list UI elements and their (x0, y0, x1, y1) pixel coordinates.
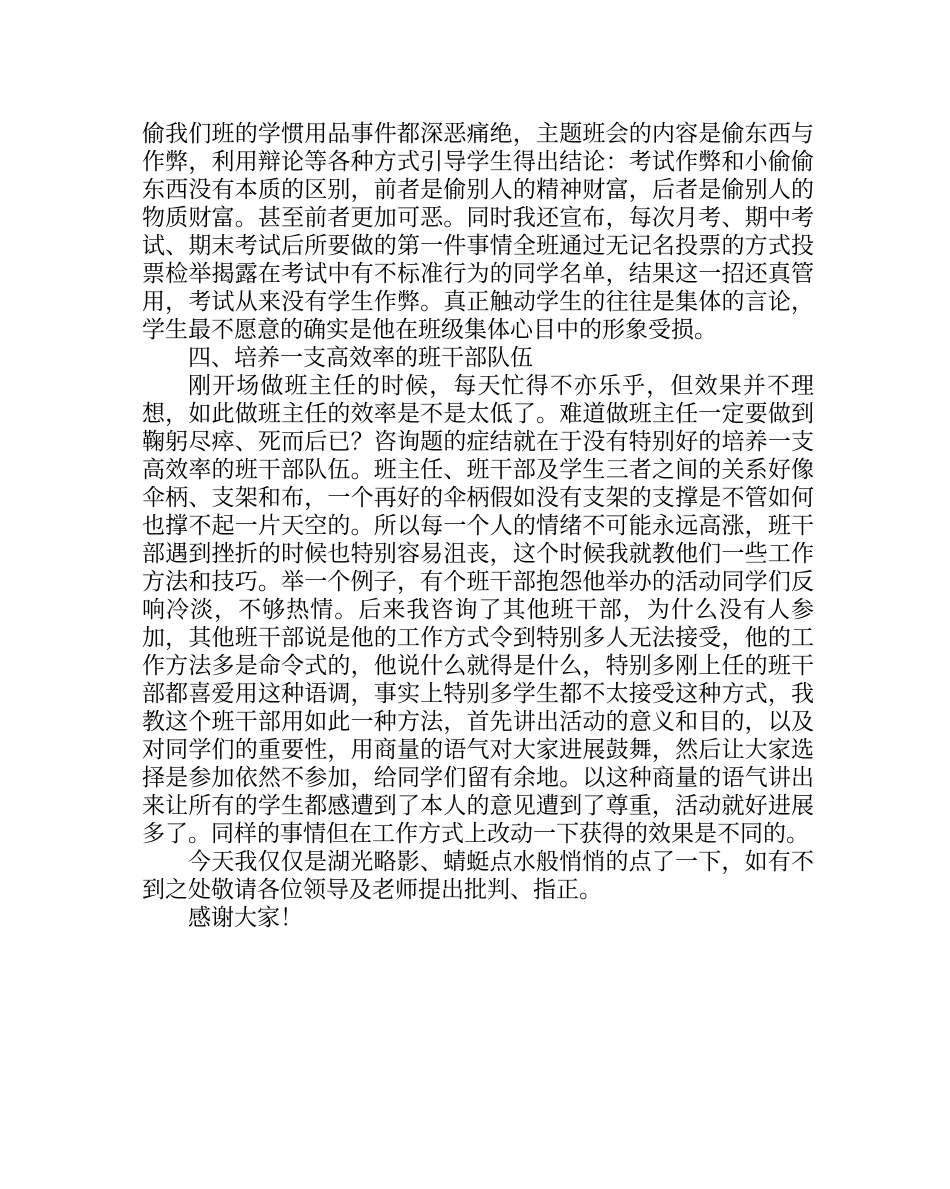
paragraph-conclusion: 今天我仅仅是湖光略影、蜻蜓点水般悄悄的点了一下，如有不到之处敬请各位领导及老师提出批判、指正。 (142, 849, 814, 903)
document-body (142, 120, 814, 932)
paragraph-continued: 偷我们班的学惯用品事件都深恶痛绝，主题班会的内容是偷东西与作弊，利用辩论等各种方式引导学生得出结论：考试作弊和小偷偷东西没有本质的区别，前者是偷别人的精神财富，后者是偷别人的物质财富。甚至前者更加可恶。同时我还宣布，每次月考、期中考试、期末考试后所要做的第一件事情全班通过无记名投票的方式投票检举揭露在考试中有不标准行为的同学名单，结果这一招还真管用，考试从来没有学生作弊。真正触动学生的往往是集体的言论，学生最不愿意的确实是他在班级集体心目中的形象受损。 (142, 121, 814, 343)
section-heading: 四、培养一支高效率的班干部队伍 (188, 345, 533, 371)
paragraph-class-cadres: 刚开场做班主任的时候，每天忙得不亦乐乎，但效果并不理想，如此做班主任的效率是不是太低了。难道做班主任一定要做到鞠躬尽瘁、死而后已？咨询题的症结就在于没有特别好的培养一支高效率的班干部队伍。班主任、班干部及学生三者之间的关系好像伞柄、支架和布，一个再好的伞柄假如没有支架的支撑是不管如何也撑不起一片天空的。所以每一个人的情绪不可能永远高涨，班干部遇到挫折的时候也特别容易沮丧，这个时候我就教他们一些工作方法和技巧。举一个例子，有个班干部抱怨他举办的活动同学们反响冷淡，不够热情。后来我咨询了其他班干部，为什么没有人参加，其他班干部说是他的工作方式令到特别多人无法接受，他的工作方法多是命令式的，他说什么就得是什么，特别多刚上任的班干部都喜爱用这种语调，事实上特别多学生都不太接受这种方式，我教这个班干部用如此一种方法，首先讲出活动的意义和目的，以及对同学们的重要性，用商量的语气对大家进展鼓舞，然后让大家选择是参加依然不参加，给同学们留有余地。以这种商量的语气讲出来让所有的学生都感遭到了本人的意见遭到了尊重，活动就好进展多了。同样的事情但在工作方式上改动一下获得的效果是不同的。 (142, 373, 814, 847)
closing-thanks: 感谢大家！ (188, 905, 303, 931)
